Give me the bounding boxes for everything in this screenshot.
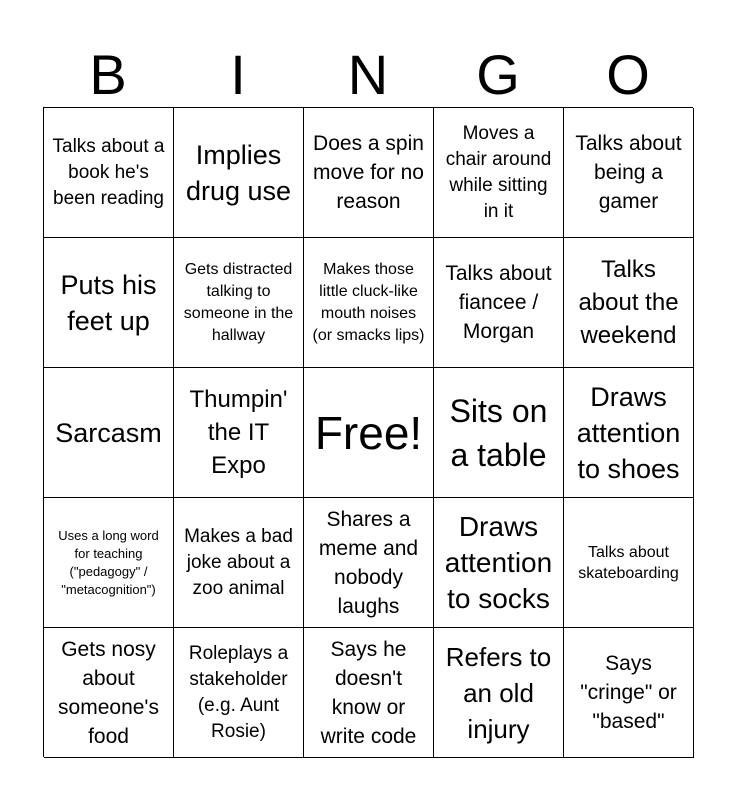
bingo-cell-r2c2[interactable]	[174, 238, 304, 368]
cell-text: Gets nosy about someone's food	[58, 637, 159, 748]
free-space-label: Free!	[314, 406, 423, 459]
bingo-board	[43, 107, 693, 757]
cell-text: Refers to an old injury	[445, 641, 552, 744]
cell-text: Talks about fiancee / Morgan	[445, 262, 552, 343]
cell-text: Roleplays a stakeholder (e.g. Aunt Rosie)	[188, 642, 289, 742]
bingo-cell-r5c1[interactable]	[44, 628, 174, 758]
header-letter-o: O	[606, 43, 650, 106]
cell-text: Sarcasm	[55, 417, 162, 448]
bingo-cell-r4c5[interactable]	[564, 498, 694, 628]
bingo-cell-r2c5[interactable]	[564, 238, 694, 368]
cell-text: Says he doesn't know or write code	[320, 637, 417, 748]
cell-text: Puts his feet up	[60, 269, 157, 336]
bingo-header	[43, 44, 693, 106]
cell-text: Draws attention to shoes	[576, 381, 681, 484]
bingo-cell-r4c2[interactable]	[174, 498, 304, 628]
cell-text: Does a spin move for no reason	[313, 132, 424, 213]
cell-text: Makes a bad joke about a zoo animal	[184, 525, 293, 599]
bingo-cell-r5c2[interactable]	[174, 628, 304, 758]
bingo-cell-r3c2[interactable]	[174, 368, 304, 498]
bingo-cell-r5c3[interactable]	[304, 628, 434, 758]
bingo-cell-r1c5[interactable]	[564, 108, 694, 238]
cell-text: Talks about the weekend	[578, 256, 679, 349]
bingo-cell-r2c4[interactable]	[434, 238, 564, 368]
bingo-cell-r1c3[interactable]	[304, 108, 434, 238]
header-letter-n: N	[347, 43, 389, 106]
bingo-cell-r1c2[interactable]	[174, 108, 304, 238]
bingo-cell-r5c5[interactable]	[564, 628, 694, 758]
bingo-cell-r1c4[interactable]	[434, 108, 564, 238]
bingo-cell-r5c4[interactable]	[434, 628, 564, 758]
cell-text: Talks about skateboarding	[578, 543, 679, 582]
bingo-cell-r2c3[interactable]	[304, 238, 434, 368]
bingo-cell-r2c1[interactable]	[44, 238, 174, 368]
header-letter-g: G	[476, 43, 520, 106]
cell-text: Sits on a table	[449, 392, 548, 473]
cell-text: Shares a meme and nobody laughs	[318, 507, 419, 618]
cell-text: Talks about being a gamer	[575, 132, 682, 213]
bingo-cell-r1c1[interactable]	[44, 108, 174, 238]
cell-text: Makes those little cluck-like mouth noises (or smacks lips)	[312, 260, 425, 344]
cell-text: Talks about a book he's been reading	[52, 135, 165, 209]
bingo-cell-r4c4[interactable]	[434, 498, 564, 628]
bingo-cell-r3c5[interactable]	[564, 368, 694, 498]
cell-text: Implies drug use	[185, 139, 292, 206]
bingo-cell-r3c1[interactable]	[44, 368, 174, 498]
cell-text: Draws attention to socks	[444, 510, 553, 614]
bingo-cell-r3c4[interactable]	[434, 368, 564, 498]
bingo-cell-r4c3[interactable]	[304, 498, 434, 628]
cell-text: Gets distracted talking to someone in the hallway	[183, 260, 294, 344]
header-letter-b: B	[89, 43, 127, 106]
bingo-cell-r4c1[interactable]	[44, 498, 174, 628]
cell-text: Thumpin' the IT Expo	[189, 386, 288, 479]
cell-text: Says "cringe" or "based"	[580, 652, 677, 733]
bingo-cell-free[interactable]	[304, 368, 434, 498]
cell-text: Uses a long word for teaching ("pedagogy" / "metacognition")	[58, 527, 159, 597]
header-letter-i: I	[230, 43, 246, 106]
cell-text: Moves a chair around while sitting in it	[445, 122, 552, 222]
